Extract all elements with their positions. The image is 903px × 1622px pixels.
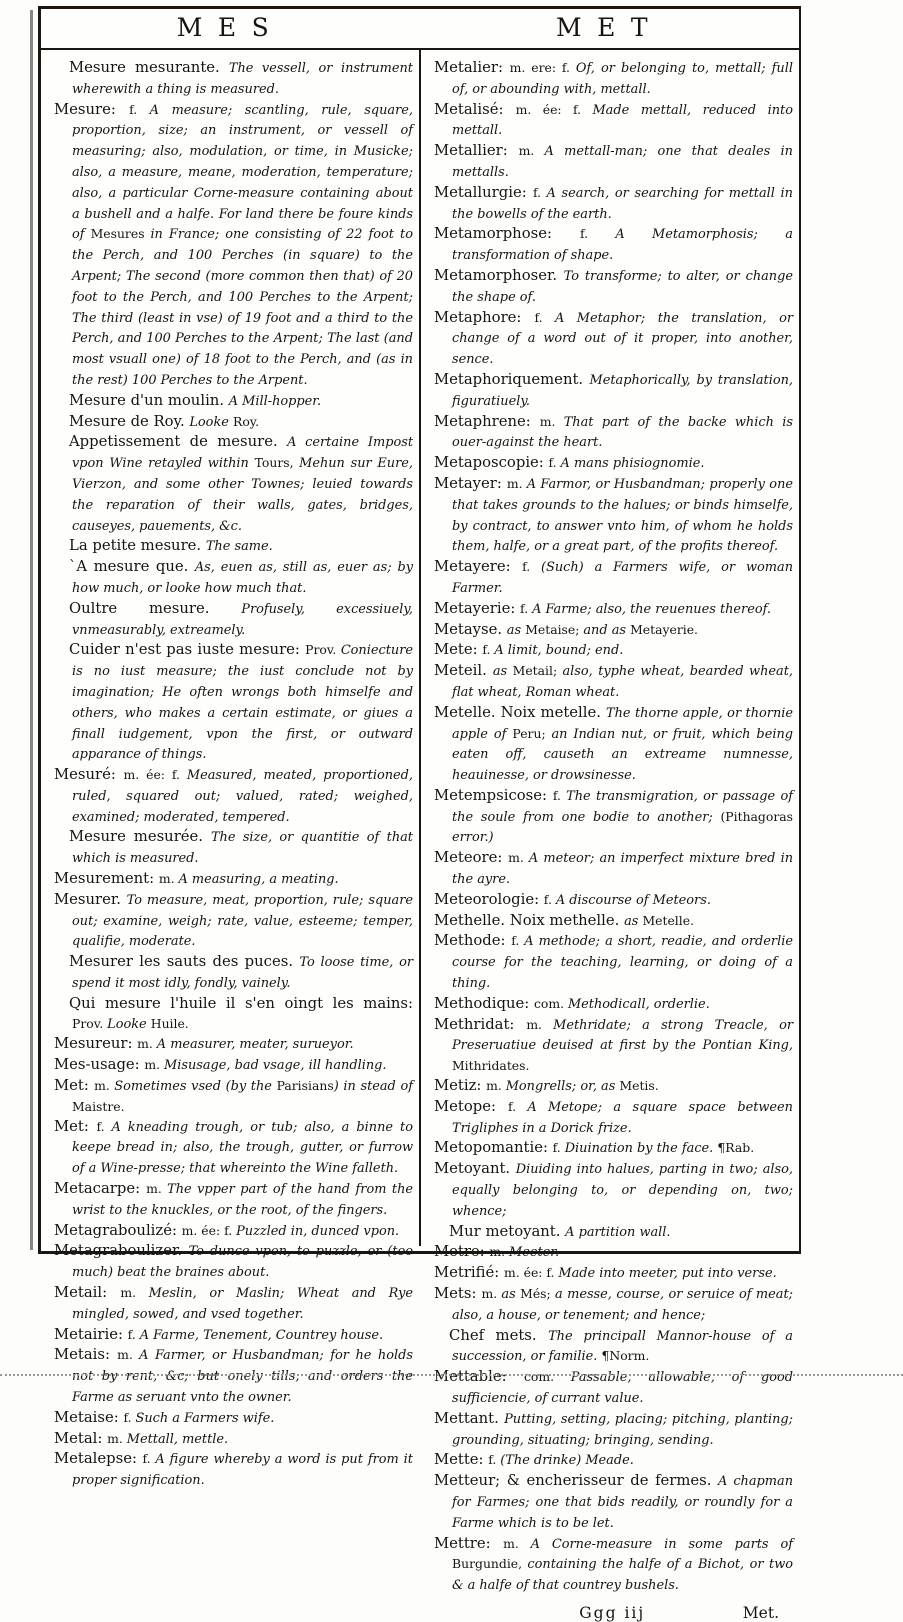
dictionary-entry [54,100,413,391]
gloss-run: To measure, meat, proportion, rule; square out; examine, weigh; rate, value, esteeme; temper, qualifie, moderate. [72,892,413,950]
left-column [41,50,419,1489]
dictionary-entry [54,536,413,557]
gloss-run: Looke [189,414,233,430]
headword: Mes-usage: [54,1056,145,1074]
dictionary-entry [434,1159,793,1221]
dictionary-entry [54,1429,413,1450]
gloss-run: Passable, allowable, of good sufficiencie, of currant value. [452,1370,793,1406]
gloss-run: The thorne apple, or thornie apple of [452,705,793,742]
headword: Meteore: [434,849,509,867]
dictionary-entry [434,1534,793,1596]
roman-run: f. [482,642,495,658]
gloss-run: Meslin, or Maslin; Wheat and Rye mingled, sowed, and vsed together. [72,1286,413,1322]
roman-run: m. [144,1057,165,1073]
dictionary-entry [54,1179,413,1221]
roman-run: Més; [520,1286,555,1302]
gloss-run: The vpper part of the hand from the wrist to the knuckles, or the root, of the fingers. [72,1182,414,1218]
dictionary-entry [434,620,793,641]
roman-run: f. [127,1326,140,1342]
dictionary-entry [54,1055,413,1076]
dictionary-entry [434,453,793,474]
gloss-run: (Such) a Farmers wife, or woman Farmer. [452,560,793,596]
roman-run: f. [96,1118,112,1134]
headword: Metiz: [434,1077,487,1095]
headword: Metrifié: [434,1264,504,1282]
headword: Metamorphoser. [434,266,564,284]
roman-run: m. [489,1244,510,1260]
dictionary-entry [54,827,413,869]
headword: Metais: [54,1346,118,1364]
headword: Methelle. Noix methelle. [434,911,625,929]
gloss-run: To dunce vpon, to puzzle, or (too much) beat the braines about. [72,1244,413,1281]
catchword: Met. [742,1603,779,1622]
gloss-run: A partition wall. [565,1224,671,1240]
gloss-run: A measurer, meater, surueyor. [156,1037,354,1053]
gloss-run: Misusage, bad vsage, ill handling. [164,1058,387,1074]
roman-run: Burgundie, [452,1556,528,1572]
roman-run: m. [539,413,564,429]
dictionary-entry [54,557,413,599]
dictionary-entry [434,1450,793,1471]
headword: Metallurgie: [434,183,533,201]
dictionary-entry [54,1283,413,1325]
headword: Mete: [434,641,483,659]
gloss-run: The transmigration, or passage of the soule from one bodie to another; [452,788,793,825]
roman-run: f. [520,600,533,616]
colophon-row [434,1604,793,1622]
roman-run: Metis. [619,1078,659,1094]
gloss-run: as [492,664,513,680]
gloss-run: Made mettall, reduced into mettall. [452,102,793,139]
dictionary-entry [434,1097,793,1139]
dictionary-entry [54,599,413,641]
headword: Metagraboulizé: [54,1221,182,1239]
roman-run: m. [481,1286,502,1302]
roman-run: Metaise; [525,621,584,637]
dictionary-entry [54,432,413,536]
dictionary-entry [434,100,793,142]
gloss-run: A Corne-measure in some parts of [530,1536,793,1552]
gloss-run: A certaine Impost vpon Wine retayled within [72,435,414,472]
dictionary-entry [54,412,413,433]
roman-run: Prov. [305,642,341,658]
headword: Mesuré: [54,766,124,784]
roman-run: f. [548,455,561,471]
headword: Mettant. [434,1409,505,1427]
gloss-run: Metaphorically, by translation, figuratiuely. [452,372,793,409]
dictionary-entry [434,1076,793,1097]
headword: Mets: [434,1285,482,1303]
dictionary-entry [54,765,413,827]
gloss-run: A methode; a short, readie, and orderlie course for the teaching, learning, or doing of a thing. [452,934,793,992]
roman-run: Prov. [72,1015,108,1031]
headword: Oultre mesure. [69,599,242,617]
headword: Mettre: [434,1534,504,1552]
headword: Metalisé: [434,100,516,118]
headword: Methridat: [434,1015,527,1033]
roman-run: f. [511,933,525,949]
roman-run: m. [503,1535,531,1551]
headword: Methodique: [434,994,534,1012]
dictionary-entry [54,1449,413,1491]
gloss-run: A Metamorphosis; a transformation of shape. [452,227,793,264]
dictionary-entry [54,640,413,765]
roman-run: Huile. [150,1015,189,1031]
roman-run: Metelle. [642,912,694,928]
dictionary-entry [434,1326,793,1368]
gloss-run: Such a Farmers wife. [135,1410,275,1426]
gloss-run: A figure whereby a word is put from it proper signification. [72,1452,413,1489]
dictionary-entry [434,1242,793,1263]
dictionary-entry [54,1117,413,1179]
dictionary-entry [434,931,793,993]
dictionary-entry [434,58,793,100]
gloss-run: Looke [107,1016,151,1032]
gloss-run: A Farmor, or Husbandman; properly one that takes grounds to the halues; or binds himselfe, by contract, to answer vnto him, of whom he holds them, halfe, or a great part, of the profits thereof. [452,476,793,555]
roman-run: Roy. [232,413,260,429]
gloss-run: A mettall-man; one that deales in mettalls. [452,144,793,180]
headword: Mesure d'un moulin. [69,391,229,409]
roman-run: Tours, [254,455,300,471]
gloss-run: Diuiding into halues, parting in two; also, equally belonging to, or depending on, two; whence; [452,1162,793,1219]
roman-run: ¶Rab. [717,1140,755,1156]
gloss-run: Mettall, mettle. [126,1431,229,1447]
dictionary-entry [434,1471,793,1533]
roman-run: m. [486,1078,506,1094]
dictionary-entry [434,1409,793,1451]
dictionary-entry [434,890,793,911]
gloss-run: Mongrells; or, as [505,1079,620,1095]
roman-run: f. [507,1098,528,1114]
scan-edge-line [0,1374,903,1376]
gloss-run: Putting, setting, placing; pitching, planting; grounding, situating; bringing, sending. [452,1411,793,1448]
roman-run: Peru; [512,725,552,741]
headword: Metayse. [434,620,507,638]
headword: Metal: [54,1429,108,1447]
dictionary-entry [434,412,793,454]
headword: Metelle. Noix metelle. [434,703,606,721]
roman-run: m. [508,850,529,866]
dictionary-entry [54,890,413,952]
dictionary-entry [54,1076,413,1117]
gloss-run: and as [583,622,631,638]
roman-run: Mesures [90,226,151,242]
gloss-run: A limit, bound; end. [494,643,624,659]
headword: Met: [54,1077,95,1095]
roman-run: f. [129,101,150,117]
headword: Metaphore: [434,308,535,326]
headword: Appetissement de mesure. [69,433,288,451]
gloss-run: an Indian nut, or fruit, which being eaten off, causeth an extreame numnesse, heauinesse, or drowsinesse. [452,726,793,784]
gloss-run: Puzzled in, dunced vpon. [236,1223,400,1239]
headword: Mesureur: [54,1035,138,1053]
page-body [41,50,799,1622]
headword: La petite mesure. [69,537,206,555]
headword: Metayerie: [434,599,521,617]
roman-run: m. [158,871,179,887]
dictionary-entry [54,869,413,890]
dictionary-entry [54,1221,413,1242]
roman-run: Maistre. [72,1098,125,1114]
roman-run: m. [117,1347,140,1363]
headword: Metaphrene: [434,412,540,430]
roman-run: m. [120,1285,149,1301]
gloss-run: a messe, course, or seruice of meat; also, a house, or tenement; and hence; [452,1287,793,1323]
gloss-run: A Farmer, or Husbandman; for he holds not by rent, &c; but onely tills, and orders the Farme as seruant vnto the owner. [72,1348,413,1405]
gloss-run: A kneading trough, or tub; also, a binne to keepe bread in; also, the trough, gutter, or furrow of a Wine-presse; that whereinto the Wine falleth. [72,1119,413,1177]
gloss-run: A mans phisiognomie. [560,456,705,472]
roman-run: f. [532,184,547,200]
roman-run: f. [488,1452,501,1468]
roman-run: f. [123,1409,136,1425]
roman-run: m. ée: f. [515,101,593,117]
roman-run: m. ée: f. [503,1265,559,1281]
headword: Metope: [434,1097,508,1115]
roman-run: Parisians [276,1078,334,1094]
dictionary-entry [434,183,793,225]
headword: Metaise: [54,1408,124,1426]
headword: Mette: [434,1451,489,1469]
headword: Mur metoyant. [449,1222,566,1240]
gloss-run: Methodicall, orderlie. [567,996,710,1012]
gloss-run: Mehun sur Eure, Vierzon, and some other Townes; leuied towards the reparation of their walls, gates, bridges, causeyes, pauements, &c. [72,456,413,534]
roman-run: f. [534,309,555,325]
gloss-run: The same. [205,539,273,555]
gloss-run: as [624,913,643,929]
roman-run: com. [523,1369,571,1385]
dictionary-entry [54,994,413,1035]
dictionary-entry [434,911,793,932]
headword: Metagraboulizer. [54,1242,189,1260]
dictionary-entry [434,703,793,786]
gloss-run: The principall Mannor-house of a succession, or familie. [452,1328,793,1365]
gloss-run: also, typhe wheat, bearded wheat, flat wheat, Roman wheat. [452,664,793,700]
gloss-run: Made into meeter, put into verse. [558,1266,777,1282]
dictionary-entry [434,1222,793,1243]
gloss-run: A search, or searching for mettall in the bowells of the earth. [452,185,793,222]
running-head-right: MET [555,13,664,42]
gloss-run: A meteor; an imperfect mixture bred in the ayre. [452,851,793,888]
headword: Metre: [434,1243,490,1261]
gloss-run: The vessell, or instrument wherewith a thing is measured. [72,61,413,97]
roman-run: m. ée: f. [181,1222,237,1238]
roman-run: m. [506,475,527,491]
gloss-run: Meeter. [509,1245,560,1261]
gloss-run: Of, or belonging to, mettall; full of, or abounding with, mettall. [452,61,793,97]
gloss-run: Sometimes vsed (by the [114,1079,277,1095]
gloss-run: as [501,1287,521,1303]
headword: Mesure: [54,100,130,118]
headword: Cuider n'est pas iuste mesure: [69,641,306,659]
headword: Metayer: [434,474,507,492]
dictionary-entry [54,1241,413,1283]
roman-run: Mithridates. [452,1058,530,1074]
headword: Mesure de Roy. [69,412,190,430]
gloss-run: (The drinke) Meade. [500,1453,634,1469]
dictionary-entry [434,599,793,620]
headword: Met: [54,1117,97,1135]
dictionary-entry [54,391,413,412]
headword: Metail: [54,1284,121,1302]
headword: Metempsicose: [434,786,553,804]
dictionary-entry [434,141,793,183]
gloss-run: The size, or quantitie of that which is measured. [72,830,413,867]
running-head [41,9,799,50]
dictionary-entry [434,848,793,890]
gloss-run: To transforme; to alter, or change the shape of. [452,268,793,305]
dictionary-entry [434,266,793,308]
gloss-run: As, euen as, still as, euer as; by how much, or looke how much that. [72,560,413,596]
dictionary-entry [434,1015,793,1076]
roman-run: f. [552,787,567,803]
dictionary-entry [434,224,793,266]
roman-run: Metail; [512,663,563,679]
gloss-run: containing the halfe of a Bichot, or two & a halfe of that countrey bushels. [452,1557,793,1594]
headword: Metopomantie: [434,1139,553,1157]
gloss-run: That part of the backe which is ouer-against the heart. [452,414,794,451]
dictionary-entry [54,1325,413,1346]
page-frame [38,6,801,1622]
dictionary-entry [434,1138,793,1159]
gloss-run: Measured, meated, proportioned, ruled, squared out; valued, rated; weighed, examined; moderated, tempered. [72,768,413,825]
gloss-run: Profusely, excessiuely, vnmeasurably, extreamely. [72,601,414,638]
gloss-run: To loose time, or spend it most idly, fondly, vainely. [72,955,413,992]
headword: Methode: [434,932,512,950]
roman-run: f. [579,226,616,242]
roman-run: m. [526,1016,554,1032]
dictionary-entry [54,1034,413,1055]
gloss-run: ) in stead of [333,1079,413,1095]
headword: Mesurement: [54,870,159,888]
headword: Mesurer les sauts des puces. [69,953,300,971]
dictionary-entry [434,1284,793,1326]
roman-run: m. [107,1430,127,1446]
roman-run: (Pithagoras [720,808,793,824]
dictionary-entry [54,1345,413,1407]
running-head-left: MES [176,13,285,42]
headword: Metalier: [434,59,510,76]
roman-run: m. [137,1036,157,1052]
headword: Qui mesure l'huile il s'en oingt les mains: [69,994,413,1012]
gloss-run: A measuring, a meating. [178,872,339,888]
headword: Mesurer. [54,890,127,908]
gloss-run: A Farme; also, the reuenues thereof. [532,601,772,617]
dictionary-entry [54,952,413,994]
roman-run: com. [533,995,568,1011]
dictionary-entry [434,1263,793,1284]
dictionary-entry [434,640,793,661]
gloss-run: A Metope; a square space between Trigliphes in a Dorick frize. [452,1099,793,1136]
roman-run: m. ere: f. [509,60,576,75]
roman-run: m. [518,143,545,159]
gloss-run: Diuination by the face. [564,1141,718,1157]
headword: Metalepse: [54,1450,143,1468]
dictionary-entry [434,308,793,370]
headword: Mettable: [434,1368,524,1386]
gloss-run: Coniecture is no iust measure; the iust conclude not by imagination; He often wrongs both himselfe and others, who makes a certain estimate, or giues a finall iudgement, vpon the first, or outward apparance of things. [72,643,413,763]
signature-mark: Ggg iij [579,1603,646,1622]
gloss-run: A chapman for Farmes; one that bids readily, or roundly for a Farme which is to be let. [452,1474,793,1531]
headword: Chef mets. [449,1326,549,1344]
roman-run: Metayerie. [630,621,698,637]
gloss-run: A Farme, Tenement, Countrey house. [139,1327,384,1343]
headword: Mesure mesurée. [69,828,211,846]
headword: Metallier: [434,142,519,160]
headword: Metacarpe: [54,1180,147,1198]
roman-run: f. [142,1451,156,1467]
gloss-run: A discourse of Meteors. [555,892,711,908]
dictionary-entry [434,994,793,1015]
dictionary-entry [434,661,793,703]
headword: Metayere: [434,558,523,576]
headword: Mesure mesurante. [69,59,229,76]
gloss-run: A measure; scantling, rule, square, proportion, size; an instrument, or vessell of measuring; also, modulation, or time, in Musicke; also, a measure, meane, moderation, temperature; also, a particular Corne-measure containing about a bushell and a halfe. For land there be foure kinds of [72,102,413,243]
gloss-run: in France; one consisting of 22 foot to the Perch, and 100 Perches (in square) to the Arpent; The second (more common then that) of 20 foot to the Perch, and 100 Perches to the Arpent; The third (least in vse) of 19 foot and a third to the Perch, and 100 Perches to the Arpent; The last (and most vsuall one) of 18 foot to the Perch, and (as in the rest) 100 Perches to the Arpent. [72,227,413,388]
dictionary-entry [434,786,793,848]
roman-run: f. [552,1140,565,1156]
headword: Meteil. [434,662,493,680]
dictionary-entry [434,474,793,557]
roman-run: m. ée: f. [123,767,187,783]
dictionary-entry [434,557,793,599]
headword: Meteorologie: [434,890,544,908]
roman-run: f. [543,891,556,907]
gloss-run: error.) [452,830,494,846]
headword: Metamorphose: [434,225,580,243]
gloss-run: Methridate; a strong Treacle, or Preseruatiue deuised at first by the Pontian King, [452,1017,793,1054]
headword: Metaphoriquement. [434,370,590,388]
dictionary-entry [434,370,793,412]
headword: Metoyant. [434,1160,516,1178]
headword: Metairie: [54,1325,128,1343]
binding-gutter-shadow [30,10,33,1250]
headword: `A mesure que. [69,558,195,576]
headword: Metaposcopie: [434,454,549,472]
gloss-run: A Mill-hopper. [228,393,322,409]
roman-run: m. [146,1181,168,1197]
dictionary-entry [54,1408,413,1429]
roman-run: ¶Norm. [601,1348,650,1364]
gloss-run: as [506,622,526,638]
headword: Metteur; & encherisseur de fermes. [434,1472,719,1490]
right-column [421,50,799,1622]
gloss-run: A Metaphor; the translation, or change of a word out of it proper, into another, sence. [452,310,793,368]
roman-run: m. [94,1078,115,1094]
roman-run: f. [522,559,541,575]
dictionary-entry [54,58,413,100]
right-column-entries [434,58,793,1596]
